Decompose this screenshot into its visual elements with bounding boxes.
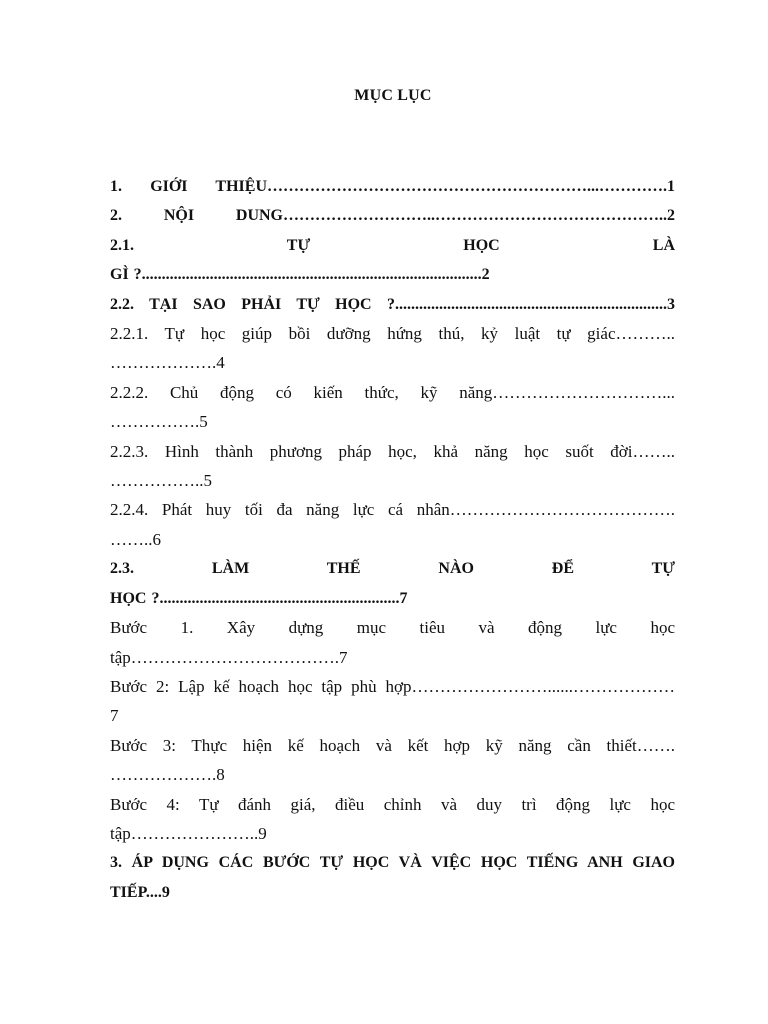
toc-entry-text-cont: tập……………………………….7 [110,647,348,667]
toc-entry-2-1[interactable] [110,231,675,290]
toc-entry-text-cont: HỌC ?............................................................7 [110,589,408,607]
toc-entry-2-2[interactable] [110,290,675,319]
toc-entry-1[interactable] [110,172,675,201]
toc-entry-text: 2.2.4. Phát huy tối đa năng lực cá nhân…………………………………. [110,500,675,520]
toc-entry-text-cont: GÌ ?.....................................................................................2 [110,266,490,284]
toc-entry-text: Bước 2: Lập kế hoạch học tập phù hợp……………………......……………… [110,676,675,696]
toc-entry-text: Bước 1. Xây dựng mục tiêu và động lực học [110,618,675,638]
toc-entry-text-cont: ……..6 [110,529,161,549]
toc-entry-text: Bước 4: Tự đánh giá, điều chỉnh và duy trì động lực học [110,794,675,814]
toc-entry-text-cont: …………….5 [110,412,208,432]
toc-entry-buoc-1[interactable] [110,613,675,672]
toc-entry-buoc-3[interactable] [110,731,675,790]
toc-entry-2-2-1[interactable] [110,319,675,378]
toc-entry-buoc-4[interactable] [110,790,675,849]
toc-entry-text: 2.3. LÀM THẾ NÀO ĐỂ TỰ [110,560,675,578]
toc-entry-text: 1. GIỚI THIỆU……………………………………………………...………….1 [110,178,675,195]
toc-entry-text: 2.2.1. Tự học giúp bồi dưỡng hứng thú, kỷ luật tự giác……….. [110,324,675,344]
table-of-contents [110,172,675,907]
toc-entry-text: 2.2.3. Hình thành phương pháp học, khả năng học suốt đời…….. [110,441,675,461]
toc-entry-text-cont: TIẾP....9 [110,883,170,901]
toc-entry-text: 2.2. TẠI SAO PHẢI TỰ HỌC ?....................................................................3 [110,295,675,313]
toc-entry-text-cont: 7 [110,706,119,726]
toc-entry-text-cont: ……………….8 [110,765,225,785]
toc-entry-text-cont: ……………..5 [110,471,212,491]
toc-entry-text: 2.1. TỰ HỌC LÀ [110,236,675,254]
toc-entry-text: 2. NỘI DUNG………………………..……………………………………..2 [110,207,675,225]
toc-entry-text-cont: tập…………………..9 [110,823,267,843]
toc-entry-text-cont: ……………….4 [110,353,225,373]
toc-entry-2[interactable] [110,201,675,230]
toc-entry-buoc-2[interactable] [110,672,675,731]
toc-entry-text: Bước 3: Thực hiện kế hoạch và kết hợp kỹ năng cần thiết……. [110,735,675,755]
page-title: MỤC LỤC [354,87,432,104]
toc-entry-text: 3. ÁP DỤNG CÁC BƯỚC TỰ HỌC VÀ VIỆC HỌC TIẾNG ANH GIAO [110,854,675,872]
toc-entry-2-3[interactable] [110,554,675,613]
toc-entry-2-2-2[interactable] [110,378,675,437]
toc-entry-text: 2.2.2. Chủ động có kiến thức, kỹ năng…………………………... [110,382,675,402]
toc-entry-2-2-3[interactable] [110,437,675,496]
toc-entry-2-2-4[interactable] [110,495,675,554]
toc-entry-3[interactable] [110,848,675,907]
